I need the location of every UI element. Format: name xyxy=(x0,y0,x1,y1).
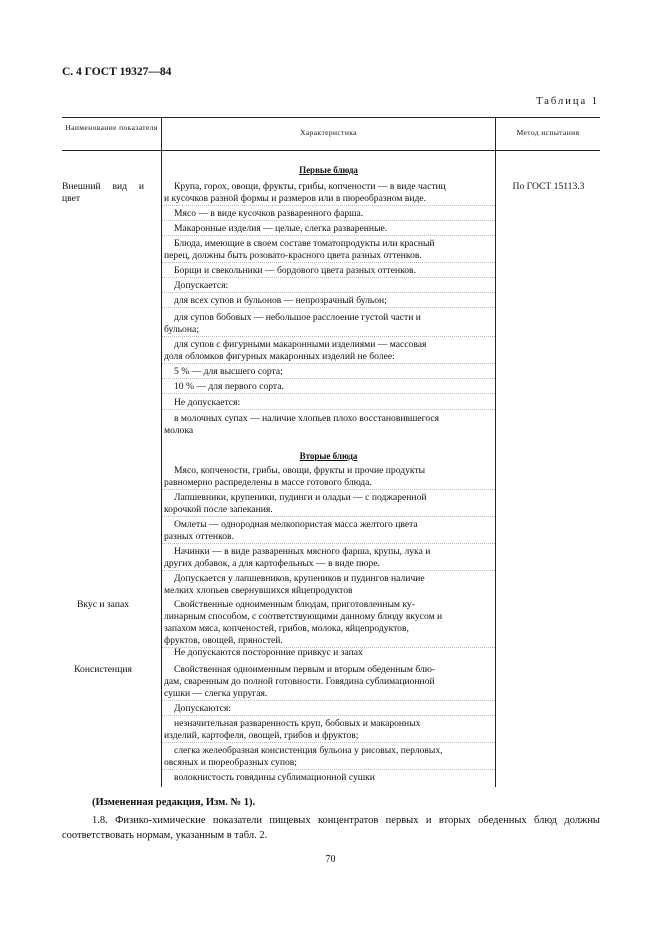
row-text: незначительная разваренность круп, бобовых и макаронных xyxy=(174,718,421,729)
column-header-characteristic: Характеристика xyxy=(300,128,357,137)
label-taste: Вкус и запах xyxy=(76,599,130,610)
row-text-cont: разных оттенков. xyxy=(164,531,234,542)
row-text: Не допускаются посторонние привкус и запах xyxy=(174,647,363,658)
table-top-rule xyxy=(62,117,600,118)
row-text-cont: дам, сваренным до полной готовности. Говядина сублимационной xyxy=(164,676,435,687)
row-text-cont: фруктов, овощей, пряностей. xyxy=(164,635,283,646)
separator xyxy=(162,220,495,221)
row-text: Допускается: xyxy=(174,280,229,291)
row-text-cont: корочкой после запекания. xyxy=(164,504,273,515)
separator xyxy=(162,378,495,379)
separator xyxy=(162,715,495,716)
clause-paragraph: 1.8. Физико-химические показатели пищевых концентратов первых и вторых обеденных блюд должны соответствовать нормам, указанным в табл. 2. xyxy=(62,815,600,841)
row-text: Допускается у лапшевников, крупеников и пудингов наличие xyxy=(174,573,425,584)
separator xyxy=(162,235,495,236)
row-text-cont: равномерно распределены в массе готового блюда. xyxy=(164,477,372,488)
row-text-cont: запахом мяса, копченостей, грибов, молока, яйцепродуктов, xyxy=(164,623,409,634)
separator xyxy=(162,262,495,263)
row-text-cont: мелких хлопьев свернувшихся яйцепродуктов xyxy=(164,585,353,596)
row-text: Начинки — в виде разваренных мясного фарша, крупы, лука и xyxy=(174,546,431,557)
row-text: Свойственные одноименным блюдам, приготовленным ку- xyxy=(174,599,415,610)
separator xyxy=(162,292,495,293)
row-text-cont: перец, должны быть розовато-красного цвета разных оттенков. xyxy=(164,250,422,261)
section-title-first: Первые блюда xyxy=(299,165,358,175)
row-text-cont: других добавок, а для картофельных — в виде пюре. xyxy=(164,558,380,569)
row-text: 5 % — для высшего сорта; xyxy=(174,366,283,377)
row-text: для супов бобовых — небольшое расслоение густой части и xyxy=(174,312,421,323)
row-text: в молочных супах — наличие хлопьев плохо восстановившегося xyxy=(174,413,440,424)
table-caption: Таблица 1 xyxy=(536,96,599,107)
separator xyxy=(162,742,495,743)
row-text: Мясо, копчености, грибы, овощи, фрукты и прочие продукты xyxy=(174,465,426,476)
row-text: Блюда, имеющие в своем составе томатопродукты или красный xyxy=(174,238,435,249)
row-text: для супов с фигурными макаронными изделиями — массовая xyxy=(174,339,427,350)
document-header: С. 4 ГОСТ 19327—84 xyxy=(62,66,172,78)
column-header-method: Метод испытания xyxy=(516,128,580,137)
separator xyxy=(162,700,495,701)
row-text: слегка желеобразная консистенция бульона у рисовых, перловых, xyxy=(174,745,443,756)
separator xyxy=(162,409,495,410)
row-text: Крупа, горох, овощи, фрукты, грибы, копчености — в виде частиц xyxy=(174,181,446,192)
row-text: для всех супов и бульонов — непрозрачный бульон; xyxy=(174,295,387,306)
row-text: волокнистость говядины сублимационной сушки xyxy=(174,772,375,783)
row-text: Допускаются: xyxy=(174,703,231,714)
row-text: Мясо — в виде кусочков разваренного фарша. xyxy=(174,208,364,219)
row-text-cont: бульона; xyxy=(164,324,199,335)
row-text-cont: и кусочков разной формы и размеров или в пюреобразном виде. xyxy=(164,193,427,204)
row-text-cont: молока xyxy=(164,425,194,436)
row-text: Не допускается: xyxy=(174,397,241,408)
row-text: 10 % — для первого сорта. xyxy=(174,381,284,392)
separator xyxy=(162,393,495,394)
row-text-cont: овсяных и пюреобразных супов; xyxy=(164,757,297,768)
row-text: Лапшевники, крупеники, пудинги и оладьи — с поджаренной xyxy=(174,492,427,503)
label-consistency: Консистенция xyxy=(74,664,132,675)
row-text: Свойственная одноименным первым и вторым обеденным блю- xyxy=(174,664,436,675)
separator xyxy=(162,769,495,770)
row-text-cont: доля обломков фигурных макаронных изделий не более: xyxy=(164,351,395,362)
separator xyxy=(162,363,495,364)
column-divider-2 xyxy=(495,117,496,787)
table-header-rule xyxy=(62,150,600,151)
separator xyxy=(162,516,495,517)
label-appearance: Внешний вид и цвет xyxy=(62,181,144,205)
row-text-cont: сушки — слегка упругая. xyxy=(164,688,268,699)
separator xyxy=(162,205,495,206)
row-text: Макаронные изделия — целые, слегка разваренные. xyxy=(174,223,388,234)
separator xyxy=(162,489,495,490)
separator xyxy=(162,543,495,544)
column-header-name: Наименование показателя xyxy=(65,123,158,132)
separator xyxy=(162,277,495,278)
edit-note: (Измененная редакция, Изм. № 1). xyxy=(92,797,256,808)
section-title-second: Вторые блюда xyxy=(299,451,358,461)
page-number: 70 xyxy=(325,854,336,865)
row-text: Омлеты — однородная мелкопористая масса желтого цвета xyxy=(174,519,418,530)
row-text: Борщи и свекольники — бордового цвета разных оттенков. xyxy=(174,265,416,276)
separator xyxy=(162,570,495,571)
separator xyxy=(162,336,495,337)
separator xyxy=(162,307,495,308)
method-value: По ГОСТ 15113.3 xyxy=(512,181,585,192)
row-text-cont: изделий, картофеля, овощей, грибов и фруктов; xyxy=(164,730,359,741)
row-text-cont: линарным способом, с соответствующими данному блюду вкусом и xyxy=(164,611,443,622)
